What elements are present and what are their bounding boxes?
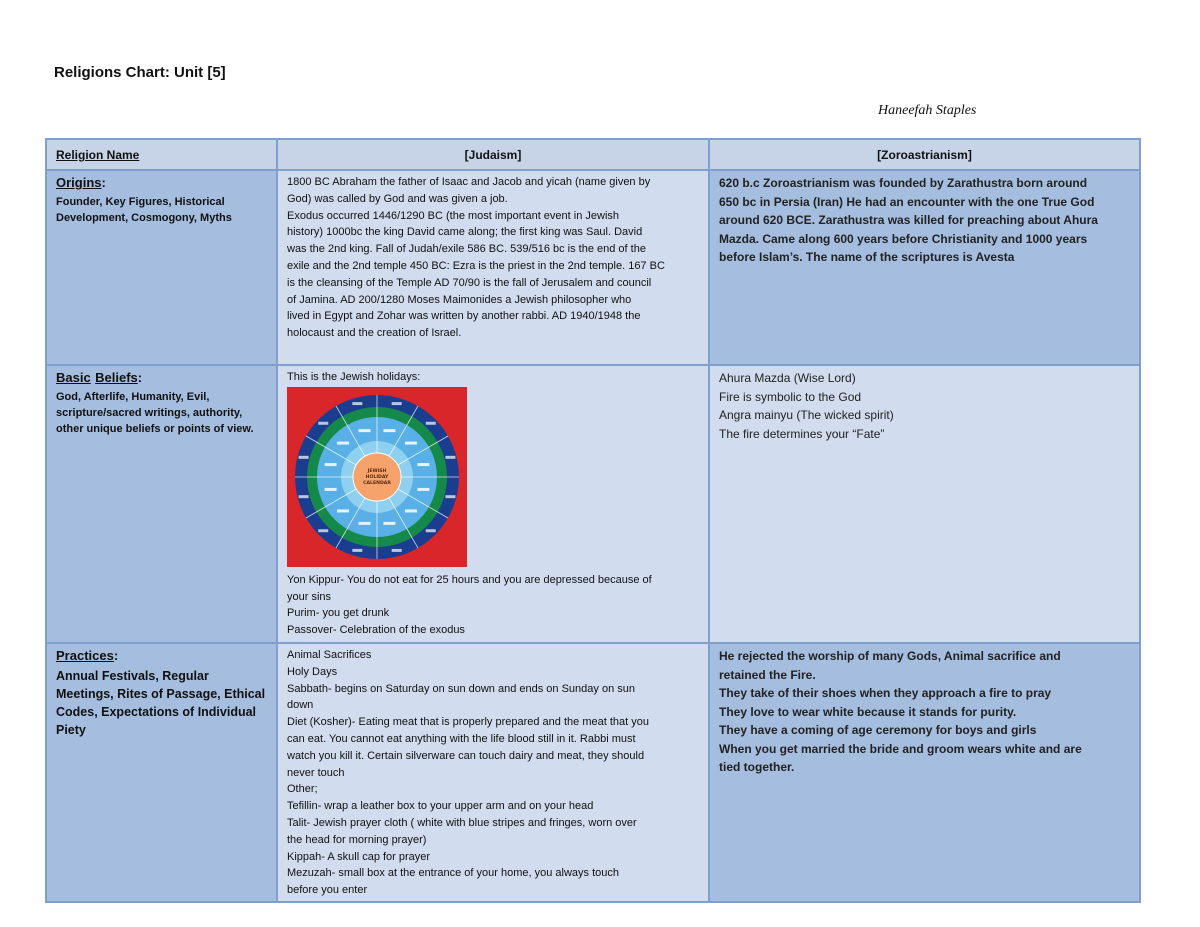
wheel-label-mark bbox=[318, 422, 328, 425]
beliefs-zoroastrianism-text bbox=[719, 369, 1130, 443]
table-header-row bbox=[46, 139, 1140, 170]
text-line: They take of their shoes when they approach a fire to pray bbox=[719, 686, 1052, 700]
text-line: Fire is symbolic to the God bbox=[719, 389, 862, 404]
origins-label-cell: Origins: Founder, Key Figures, Historical Development, Cosmogony, Myths bbox=[46, 170, 277, 365]
text-line: They have a coming of age ceremony for boys and girls bbox=[719, 723, 1037, 737]
beliefs-heading-a: Basic bbox=[56, 370, 91, 385]
wheel-label-mark bbox=[417, 463, 429, 466]
text-line: They love to wear white because it stands for purity. bbox=[719, 704, 1017, 719]
author-name: Haneefah Staples bbox=[878, 103, 977, 118]
wheel-label-mark bbox=[392, 402, 402, 405]
text-line: lived in Egypt and Zohar was written by another rabbi. AD 1940/1948 the bbox=[287, 310, 641, 323]
text-line: your sins bbox=[287, 590, 332, 603]
beliefs-judaism-text bbox=[287, 572, 699, 639]
wheel-label-mark bbox=[405, 509, 417, 512]
text-line: Mezuzah- small box at the entrance of your home, you always touch bbox=[287, 867, 620, 880]
origins-subtitle: Founder, Key Figures, Historical Development, Cosmogony, Myths bbox=[56, 196, 232, 224]
wheel-label-mark bbox=[359, 522, 371, 525]
text-line: history) 1000bc the king David came along; the first king was Saul. David bbox=[287, 226, 643, 239]
beliefs-judaism-cell bbox=[277, 365, 709, 643]
holiday-wheel-graphic bbox=[287, 387, 467, 567]
text-line: Diet (Kosher)- Eating meat that is properly prepared and the meat that you bbox=[287, 716, 649, 729]
text-line: 620 b.c Zoroastrianism was founded by Zarathustra born around bbox=[719, 176, 1088, 190]
text-line: Exodus occurred 1446/1290 BC (the most important event in Jewish bbox=[287, 209, 620, 222]
practices-row bbox=[46, 643, 1140, 902]
practices-zoroastrianism-cell bbox=[709, 643, 1140, 902]
text-line: Yon Kippur- You do not eat for 25 hours and you are depressed because of bbox=[287, 573, 652, 586]
wheel-label-mark bbox=[299, 456, 309, 459]
text-line: The fire determines your “Fate” bbox=[719, 426, 885, 441]
wheel-label-mark bbox=[337, 509, 349, 512]
text-line: Animal Sacrifices bbox=[287, 649, 372, 661]
text-line: He rejected the worship of many Gods, Animal sacrifice and bbox=[719, 649, 1061, 663]
origins-zoroastrianism-text bbox=[719, 174, 1130, 267]
wheel-label-mark bbox=[445, 456, 455, 459]
text-line: God) was called by God and was given a job. bbox=[287, 192, 508, 205]
text-line: before Islam’s. The name of the scriptures is Avesta bbox=[719, 250, 1015, 264]
wheel-label-mark bbox=[405, 441, 417, 444]
text-line: of Jamina. AD 200/1280 Moses Maimonides a Jewish philosopher who bbox=[287, 293, 632, 306]
text-line: exile and the 2nd temple 450 BC: Ezra is the priest in the 2nd temple. 167 BC bbox=[287, 259, 665, 272]
text-line: Other; bbox=[287, 783, 318, 796]
origins-judaism-cell bbox=[277, 170, 709, 365]
beliefs-zoroastrianism-cell bbox=[709, 365, 1140, 643]
text-line: Passover- Celebration of the exodus bbox=[287, 624, 465, 637]
origins-judaism-text bbox=[287, 174, 699, 342]
wheel-center-label: HOLIDAY bbox=[365, 474, 389, 480]
text-line: down bbox=[287, 699, 314, 712]
text-line: is the cleansing of the Temple AD 70/90 is the fall of Jerusalem and council bbox=[287, 276, 652, 289]
origins-zoroastrianism-cell bbox=[709, 170, 1140, 365]
practices-label-cell: Practices: Annual Festivals, Regular Meetings, Rites of Passage, Ethical Codes, Expectations of Individual Piety bbox=[46, 643, 277, 902]
wheel-center-label: JEWISH bbox=[367, 468, 387, 474]
origins-row bbox=[46, 170, 1140, 365]
header-judaism: [Judaism] bbox=[277, 139, 709, 170]
text-line: 1800 BC Abraham the father of Isaac and Jacob and yicah (name given by bbox=[287, 176, 651, 188]
text-line: watch you kill it. Certain silverware can touch dairy and meat, they should bbox=[287, 749, 645, 762]
text-line: Tefillin- wrap a leather box to your upper arm and on your head bbox=[287, 800, 594, 813]
text-line: Angra mainyu (The wicked spirit) bbox=[719, 408, 894, 422]
religions-table bbox=[45, 138, 1141, 903]
wheel-label-mark bbox=[392, 549, 402, 552]
wheel-label-mark bbox=[445, 495, 455, 498]
jewish-holiday-calendar-image bbox=[287, 387, 467, 567]
wheel-center-label: CALENDAR bbox=[363, 480, 391, 486]
wheel-label-mark bbox=[318, 529, 328, 532]
text-line: Purim- you get drunk bbox=[287, 607, 390, 620]
text-line: the head for morning prayer) bbox=[287, 833, 427, 846]
beliefs-row bbox=[46, 365, 1140, 643]
text-line: before you enter bbox=[287, 884, 368, 897]
wheel-label-mark bbox=[383, 522, 395, 525]
wheel-label-mark bbox=[325, 463, 337, 466]
origins-heading: Origins bbox=[56, 175, 102, 190]
text-line: never touch bbox=[287, 766, 345, 779]
practices-zoroastrianism-text bbox=[719, 647, 1130, 777]
text-line: Holy Days bbox=[287, 665, 338, 678]
wheel-label-mark bbox=[426, 529, 436, 532]
beliefs-judaism-intro: This is the Jewish holidays: bbox=[287, 371, 421, 383]
beliefs-label-cell: Basic Beliefs: God, Afterlife, Humanity, Evil, scripture/sacred writings, authority, other unique beliefs or points of view. bbox=[46, 365, 277, 643]
wheel-label-mark bbox=[417, 488, 429, 491]
wheel-label-mark bbox=[337, 441, 349, 444]
practices-heading: Practices bbox=[56, 648, 114, 663]
practices-judaism-cell bbox=[277, 643, 709, 902]
header-religion-name: Religion Name bbox=[46, 139, 277, 170]
wheel-label-mark bbox=[352, 549, 362, 552]
document-title: Religions Chart: Unit [5] bbox=[54, 64, 226, 81]
text-line: Mazda. Came along 600 years before Christianity and 1000 years bbox=[719, 231, 1088, 246]
text-line: Sabbath- begins on Saturday on sun down and ends on Sunday on sun bbox=[287, 682, 635, 695]
text-line: was the 2nd king. Fall of Judah/exile 586 BC. 539/516 bc is the end of the bbox=[287, 243, 646, 256]
wheel-label-mark bbox=[426, 422, 436, 425]
text-line: 650 bc in Persia (Iran) He had an encounter with the one True God bbox=[719, 194, 1095, 209]
beliefs-subtitle: God, Afterlife, Humanity, Evil, scripture/sacred writings, authority, other unique beliefs or points of view. bbox=[56, 391, 254, 435]
practices-subtitle: Annual Festivals, Regular Meetings, Rites of Passage, Ethical Codes, Expectations of Individual Piety bbox=[56, 669, 266, 737]
wheel-label-mark bbox=[352, 402, 362, 405]
beliefs-heading-b: Beliefs bbox=[95, 370, 138, 385]
text-line: When you get married the bride and groom wears white and are bbox=[719, 741, 1082, 756]
wheel-label-mark bbox=[359, 429, 371, 432]
text-line: holocaust and the creation of Israel. bbox=[287, 327, 462, 340]
wheel-label-mark bbox=[299, 495, 309, 498]
text-line: retained the Fire. bbox=[719, 667, 816, 682]
practices-judaism-text bbox=[287, 647, 699, 899]
text-line: Talit- Jewish prayer cloth ( white with blue stripes and fringes, worn over bbox=[287, 816, 637, 829]
text-line: can eat. You cannot eat anything with the life blood still in it. Rabbi must bbox=[287, 732, 636, 745]
text-line: around 620 BCE. Zarathustra was killed for preaching about Ahura bbox=[719, 213, 1098, 227]
text-line: Kippah- A skull cap for prayer bbox=[287, 850, 431, 863]
wheel-label-mark bbox=[383, 429, 395, 432]
text-line: Ahura Mazda (Wise Lord) bbox=[719, 371, 856, 385]
text-line: tied together. bbox=[719, 760, 795, 774]
wheel-label-mark bbox=[325, 488, 337, 491]
header-zoroastrianism: [Zoroastrianism] bbox=[709, 139, 1140, 170]
